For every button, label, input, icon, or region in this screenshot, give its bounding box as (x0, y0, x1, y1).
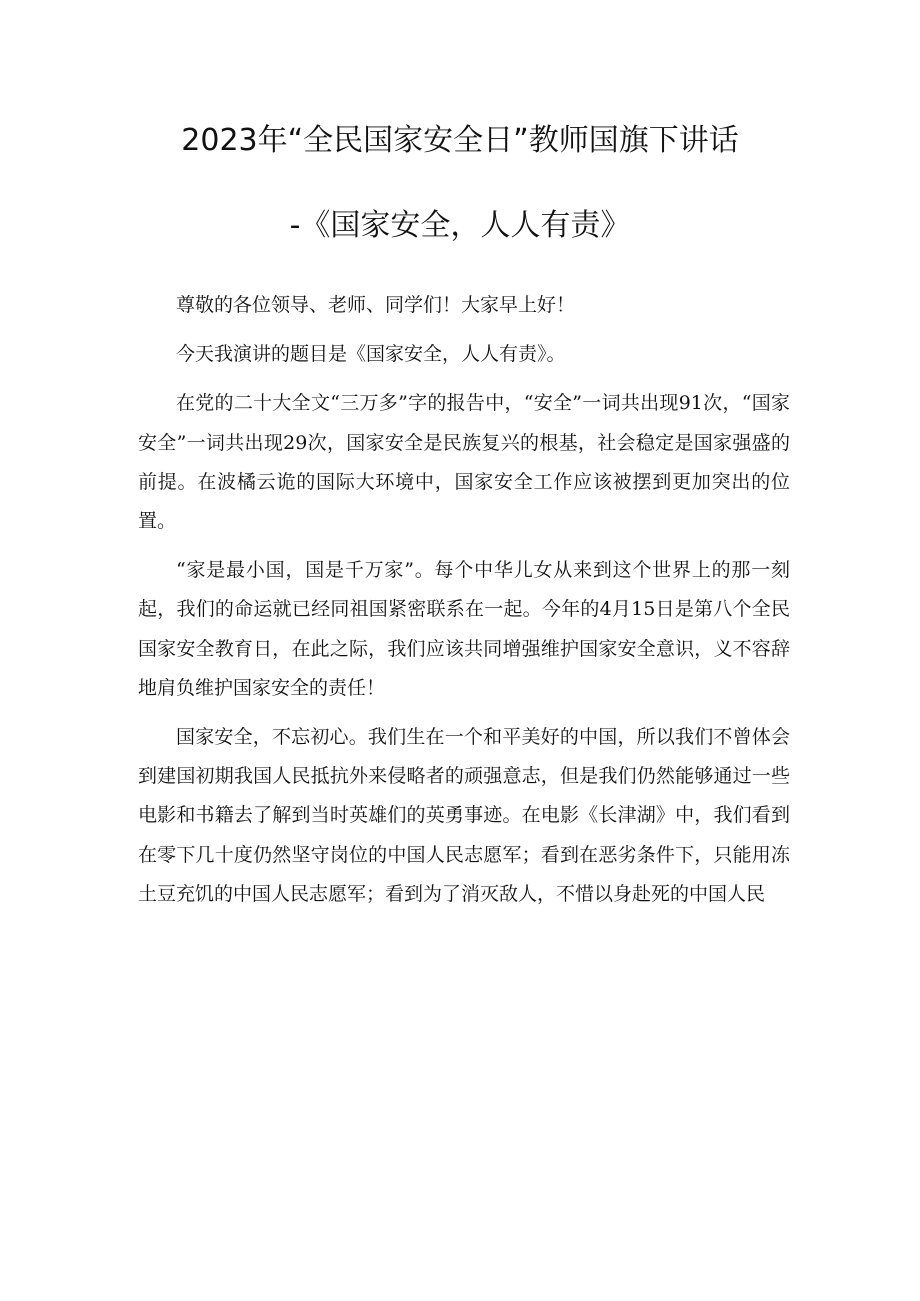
document-subtitle: -《国家安全，人人有责》 (289, 208, 631, 243)
document-body (138, 286, 790, 914)
paragraph-topic: 今天我演讲的题目是《国家安全，人人有责》。 (176, 343, 566, 366)
paragraph-original-mission: 国家安全，不忘初心。我们生在一个和平美好的中国，所以我们不曾体会到建国初期我国人民抵抗外来侵略者的顽强意志，但是我们仍然能够通过一些电影和书籍去了解到当时英雄们的英勇事迹。在电影《长津湖》中，我们看到在零下几十度仍然坚守岗位的中国人民志愿军；看到在恶劣条件下，只能用冻土豆充饥的中国人民志愿军；看到为了消灭敌人，不惜以身赴死的中国人民 (138, 726, 790, 905)
paragraph-greeting: 尊敬的各位领导、老师、同学们！大家早上好！ (176, 294, 576, 316)
document-title: 2023年“全民国家安全日”教师国旗下讲话 (181, 123, 739, 158)
paragraph-home-country: “家是最小国，国是千万家”。每个中华儿女从来到这个世界上的那一刻起，我们的命运就已经同祖国紧密联系在一起。今年的4月15日是第八个全民国家安全教育日，在此之际，我们应该共同增强维护国家安全意识，义不容辞地肩负维护国家安全的责任！ (138, 559, 790, 699)
paragraph-report: 在党的二十大全文“三万多”字的报告中，“安全”一词共出现91次，“国家安全”一词共出现29次，国家安全是民族复兴的根基，社会稳定是国家强盛的前提。在波橘云诡的国际大环境中，国家安全工作应该被摆到更加突出的位置。 (138, 392, 790, 533)
